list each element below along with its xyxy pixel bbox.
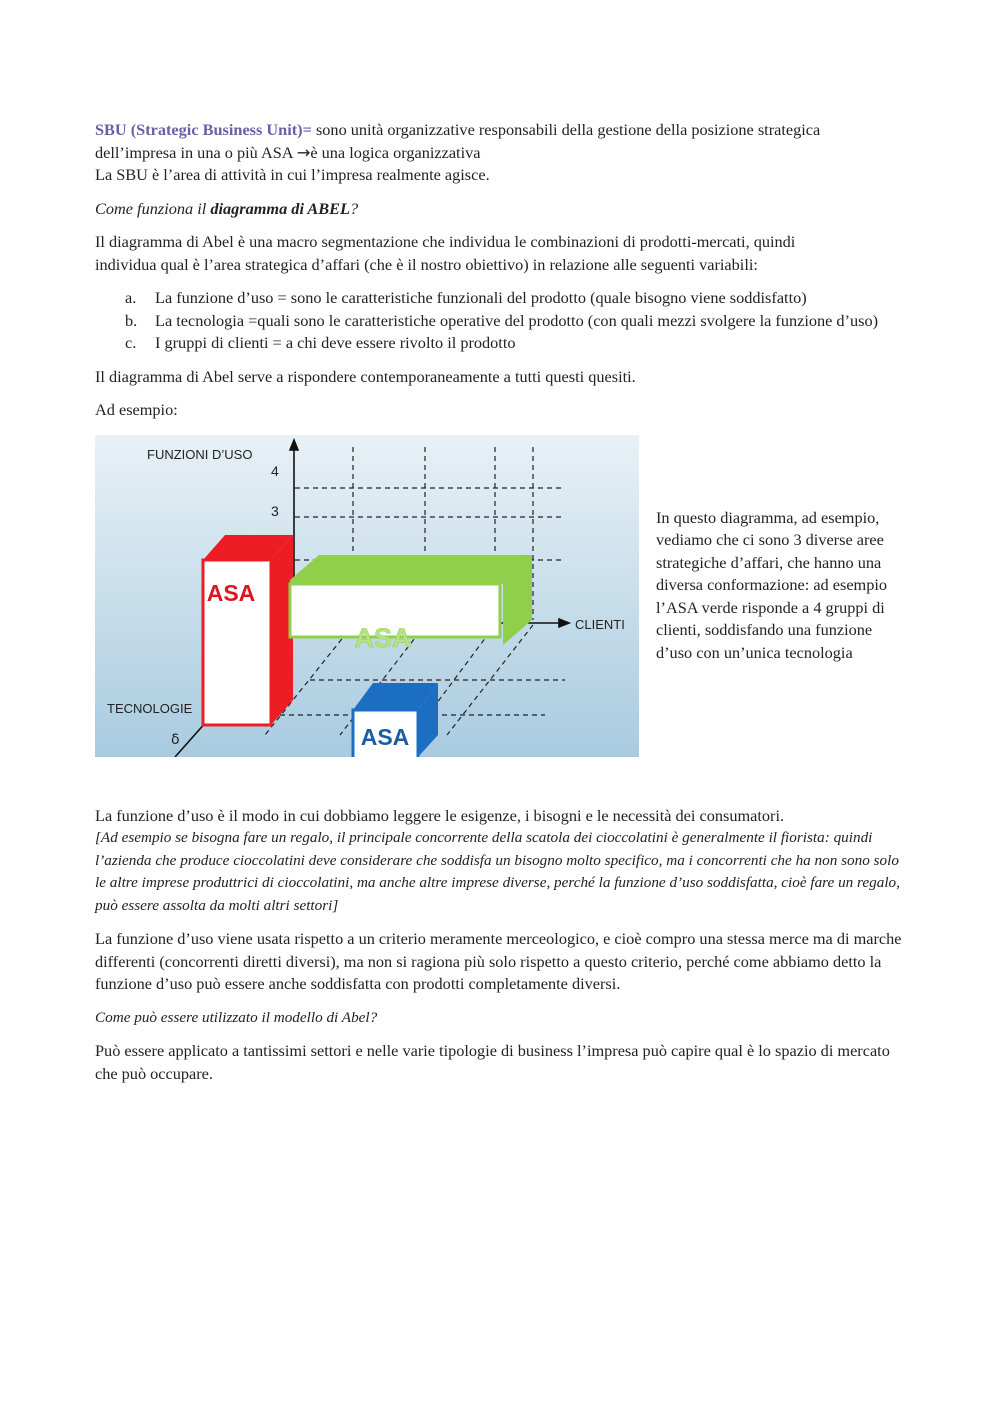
asa-green-label: ASA <box>354 622 412 653</box>
z-tick: δ <box>171 731 180 748</box>
diagram-explanation: In questo diagramma, ad esempio, vediamo che ci sono 3 diverse aree strategiche d’affari, che hanno una diversa conformazione: ad esempio l’ASA verde risponde a 4 gruppi di clienti, soddisfando una funzione d’uso con un’unica tecnologia <box>656 507 888 662</box>
sbu-logic: è una logica organizzativa <box>310 142 481 162</box>
list-item-text: I gruppi di clienti = a chi deve essere rivolto il prodotto <box>155 333 516 352</box>
usage-answer: Può essere applicato a tantissimi settori e nelle varie tipologie di business l’impresa può capire qual è lo spazio di mercato che può occupare. <box>95 1041 890 1083</box>
x-axis-label: CLIENTI <box>575 616 625 632</box>
y-tick-4: 4 <box>271 462 279 479</box>
sbu-paragraph <box>95 119 910 187</box>
right-arrow-icon: → <box>296 142 311 162</box>
list-marker: c. <box>125 333 137 352</box>
abel-intro <box>95 231 910 276</box>
sbu-definition-cont: dell’impresa in una o più ASA <box>95 142 297 162</box>
list-item <box>95 287 910 310</box>
asa-red-label: ASA <box>206 579 256 606</box>
asa-red-box <box>203 535 293 725</box>
variables-list <box>95 287 910 355</box>
abel-intro-line-1: Il diagramma di Abel è una macro segmentazione che individua le combinazioni di prodotti-mercati, quindi <box>95 232 796 251</box>
z-axis-label: TECNOLOGIE <box>107 700 193 716</box>
asa-blue-label: ASA <box>360 723 410 750</box>
y-axis-label: FUNZIONI D’USO <box>147 446 253 462</box>
question-abel <box>95 198 910 221</box>
abel-intro-line-2: individua qual è l’area strategica d’affari (che è il nostro obiettivo) in relazione alle seguenti variabili: <box>95 254 758 274</box>
question-usage: Come può essere utilizzato il modello di Abel? <box>95 1008 378 1026</box>
question-bold: diagramma di ABEL <box>210 198 350 218</box>
use-function-criterion: La funzione d’uso viene usata rispetto a un criterio meramente merceologico, e cioè compro una stessa merce ma di marche differenti (concorrenti diretti diversi), ma non si ragiona più solo rispetto a questo criterio, perché come abbiamo detto la funzione d’uso può essere anche soddisfatta con prodotti completamente diversi. <box>95 929 902 993</box>
document-page <box>95 119 910 1085</box>
y-tick-3: 3 <box>271 502 279 519</box>
list-marker: a. <box>125 288 137 307</box>
question-suffix: ? <box>349 198 359 218</box>
abel-purpose: Il diagramma di Abel serve a rispondere contemporaneamente a tutti questi quesiti. <box>95 366 636 386</box>
list-marker: b. <box>125 310 138 330</box>
abel-diagram <box>95 435 639 757</box>
example-figure-row <box>95 435 910 757</box>
example-note: [Ad esempio se bisogna fare un regalo, il principale concorrente della scatola dei cioccolatini è generalmente il fiorista: quindi l’azienda che produce cioccolatini deve considerare che soddisfa un bisogno molto specifico, ma i concorrenti che ha non sono solo le altre imprese produttrici di cioccolatini, ma anche altre imprese diverse, perché la funzione d’uso soddisfatta, cioè fare un regalo, può essere assolta da molti altri settori] <box>95 829 900 914</box>
question-prefix: Come funziona il <box>95 198 211 218</box>
list-item <box>95 310 910 333</box>
sbu-label: SBU (Strategic Business Unit)= <box>95 120 312 139</box>
asa-blue-box <box>353 683 438 757</box>
use-function-definition: La funzione d’uso è il modo in cui dobbiamo leggere le esigenze, i bisogni e le necessità dei consumatori. <box>95 805 785 825</box>
list-item-text: La tecnologia =quali sono le caratteristiche operative del prodotto (con quali mezzi svolgere la funzione d’uso) <box>155 310 879 330</box>
sbu-area: La SBU è l’area di attività in cui l’impresa realmente agisce. <box>95 165 490 184</box>
list-item-text: La funzione d’uso = sono le caratteristiche funzionali del prodotto (quale bisogno viene soddisfatto) <box>155 288 807 307</box>
example-label: Ad esempio: <box>95 400 178 419</box>
sbu-definition: sono unità organizzative responsabili della gestione della posizione strategica <box>311 120 821 139</box>
list-item <box>95 332 910 355</box>
asa-green-box <box>290 555 532 653</box>
